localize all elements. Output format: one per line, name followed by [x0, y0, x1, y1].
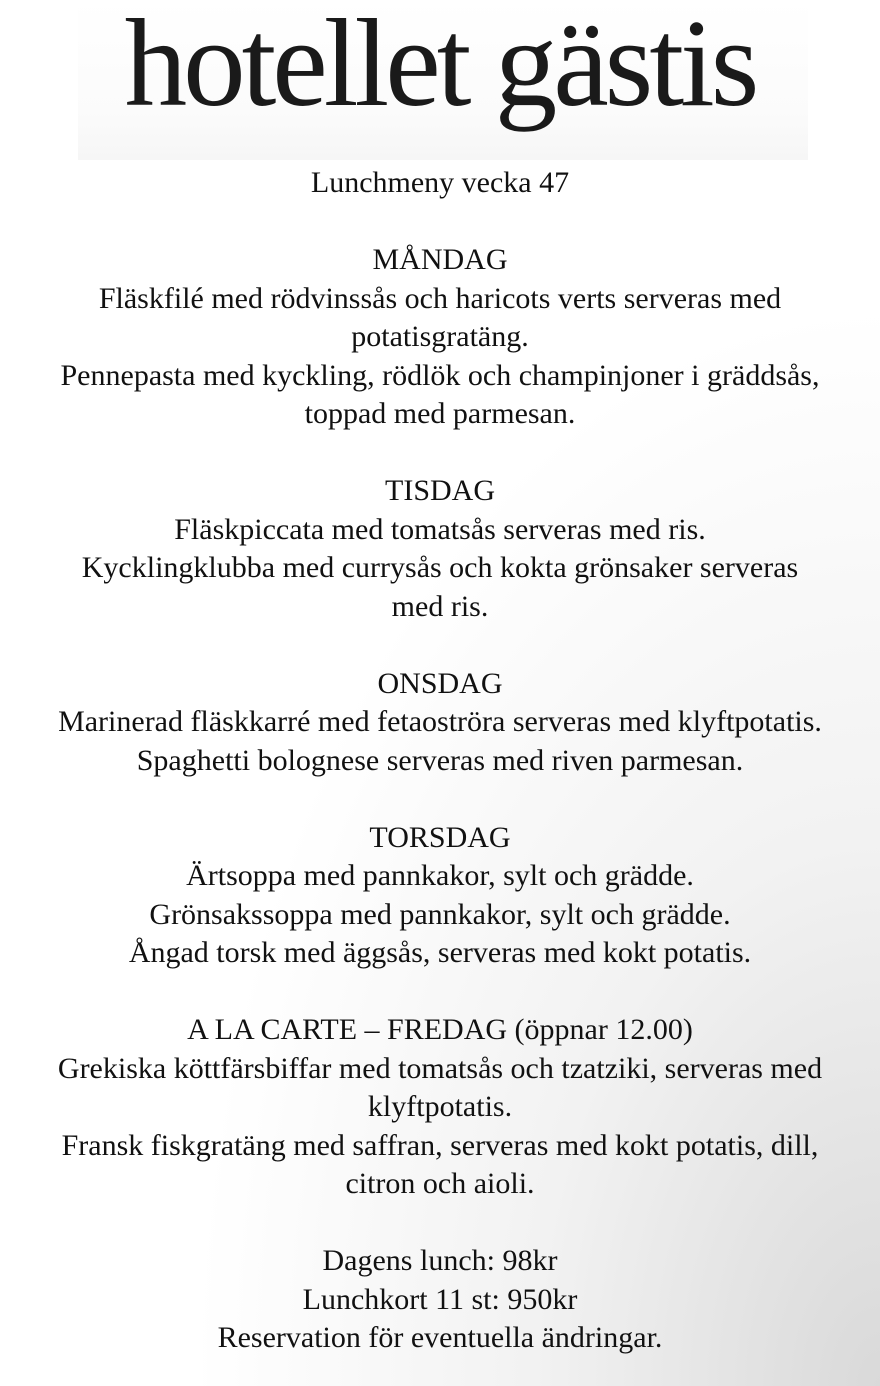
- spacer: [0, 626, 880, 665]
- spacer: [0, 1204, 880, 1243]
- menu-line: Marinerad fläskkarré med fetaoströra serveras med klyftpotatis.: [58, 705, 822, 738]
- price-footer: [0, 1242, 880, 1358]
- hotel-logo: hotellet gästis: [124, 0, 756, 133]
- menu-title: Lunchmeny vecka 47: [310, 166, 570, 199]
- menu-line: med ris.: [391, 589, 489, 623]
- menu-line: Grönsakssoppa med pannkakor, sylt och grädde.: [149, 897, 731, 931]
- spacer: [0, 434, 880, 473]
- day-block-thursday: [0, 819, 880, 973]
- spacer: [0, 203, 880, 242]
- day-heading: MÅNDAG: [372, 243, 508, 276]
- menu-line: potatisgratäng.: [351, 320, 529, 353]
- menu-line: Grekiska köttfärsbiffar med tomatsås och tzatziki, serveras med: [57, 1051, 823, 1085]
- menu-line: toppad med parmesan.: [304, 397, 576, 430]
- menu-line: Kycklingklubba med currysås och kokta grönsaker serveras: [81, 551, 799, 584]
- day-block-tuesday: [0, 472, 880, 626]
- spacer: [0, 780, 880, 819]
- day-heading: TORSDAG: [369, 820, 511, 854]
- menu-line: citron och aioli.: [345, 1167, 535, 1200]
- menu-line: Spaghetti bolognese serveras med riven parmesan.: [136, 743, 744, 777]
- price-lunch: Dagens lunch: 98kr: [322, 1244, 558, 1277]
- reservation-note: Reservation för eventuella ändringar.: [217, 1321, 663, 1354]
- menu-line: Fransk fiskgratäng med saffran, serveras med kokt potatis, dill,: [61, 1128, 819, 1162]
- day-heading: TISDAG: [385, 474, 495, 507]
- menu-content: [0, 164, 880, 1358]
- day-heading: ONSDAG: [377, 666, 503, 700]
- day-block-wednesday: [0, 665, 880, 781]
- price-lunch-card: Lunchkort 11 st: 950kr: [302, 1282, 578, 1316]
- menu-line: Ångad torsk med äggsås, serveras med kokt potatis.: [128, 936, 752, 969]
- menu-line: Fläskfilé med rödvinssås och haricots verts serveras med: [98, 281, 782, 315]
- spacer: [0, 973, 880, 1012]
- menu-line: Pennepasta med kyckling, rödlök och champinjoner i gräddsås,: [60, 358, 820, 392]
- menu-line: Fläskpiccata med tomatsås serveras med ris.: [174, 512, 706, 546]
- day-block-monday: [0, 241, 880, 434]
- day-block-friday: [0, 1011, 880, 1204]
- menu-line: Ärtsoppa med pannkakor, sylt och grädde.: [186, 859, 694, 892]
- day-heading: A LA CARTE – FREDAG (öppnar 12.00): [187, 1013, 693, 1046]
- menu-line: klyftpotatis.: [367, 1090, 513, 1123]
